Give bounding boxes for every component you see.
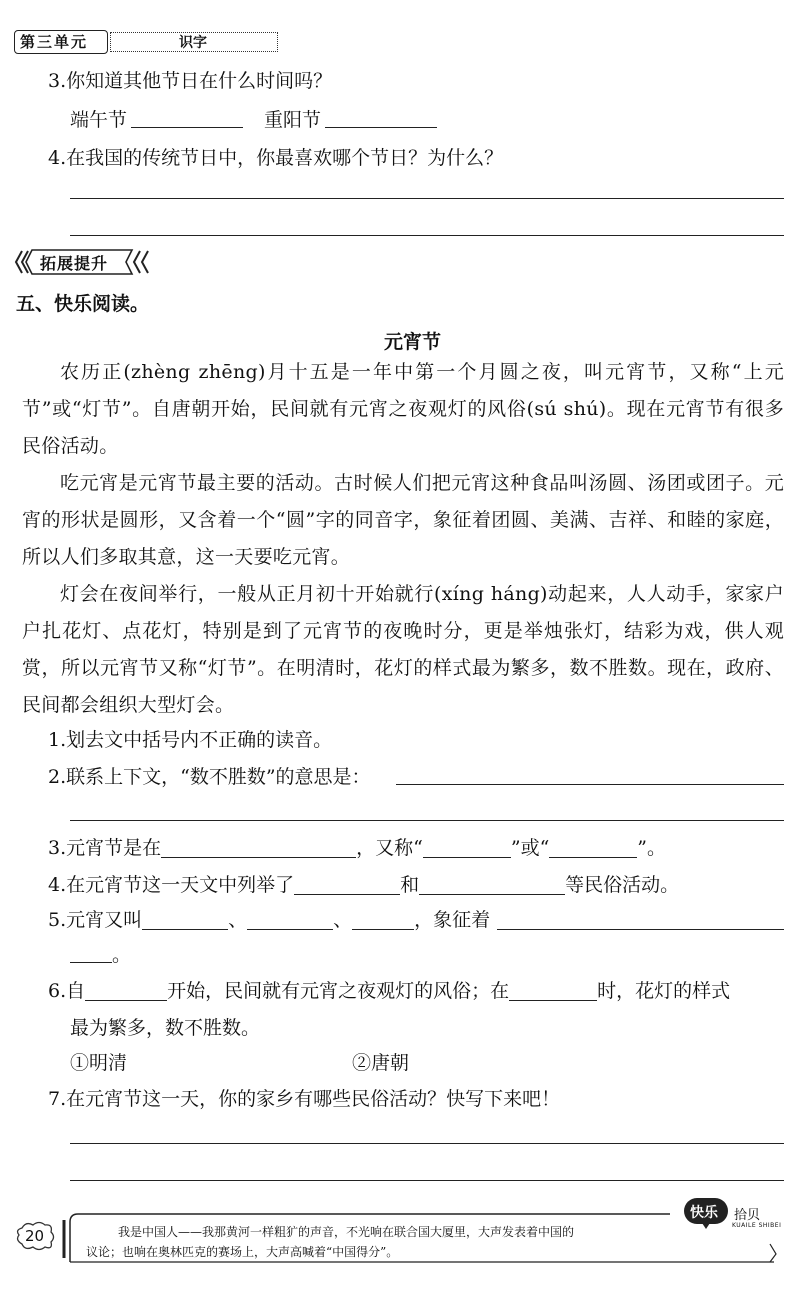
option-2[interactable]: ②唐朝 <box>352 1052 410 1074</box>
section-label: 识字 <box>179 35 207 51</box>
logo-main: 快乐 <box>690 1205 718 1221</box>
section-5-title: 五、快乐阅读。 <box>16 293 150 315</box>
q4-text-c: 等民俗活动。 <box>565 874 680 896</box>
q6-text-a: 6.自 <box>48 980 86 1002</box>
unit-label: 第三单元 <box>20 33 89 51</box>
article-paragraph-1: 农历正(zhèng zhēng)月十五是一年中第一个月圆之夜，叫元宵节，又称“上元节”或“灯节”。自唐朝开始，民间就有元宵之夜观灯的风俗(sú shú)。现在元宵节有很多民俗活动。 <box>22 361 784 457</box>
answer-line[interactable] <box>70 235 784 236</box>
q3-blank-name2[interactable] <box>549 837 637 858</box>
logo-sub: 拾贝 <box>734 1208 761 1223</box>
question-1: 1.划去文中括号内不正确的读音。 <box>48 729 333 751</box>
page-number: 20 <box>25 1227 45 1245</box>
answer-line[interactable] <box>70 1143 784 1144</box>
answer-line[interactable] <box>70 1180 784 1181</box>
q4-blank-1[interactable] <box>294 874 400 895</box>
q5-blank-5[interactable] <box>70 962 112 963</box>
happy-shell-logo <box>684 1196 794 1236</box>
q3-text-a: 3.元宵节是在 <box>48 837 162 859</box>
q3-text-c: ”或“ <box>510 837 550 859</box>
q3-blank-name1[interactable] <box>423 837 511 858</box>
answer-line[interactable] <box>70 820 784 821</box>
question-3 <box>48 833 666 860</box>
duanwu-label: 端午节 <box>70 109 128 131</box>
article-paragraph-3: 灯会在夜间举行，一般从正月初十开始就行(xíng háng)动起来，人人动手，家家户户扎花灯、点花灯，特别是到了元宵节的夜晚时分，更是举烛张灯，结彩为戏，供人观赏，所以元宵节又称“灯节”。在明清时，花灯的样式最为繁多，数不胜数。现在，政府、民间都会组织大型灯会。 <box>22 583 784 716</box>
q3-text-b: ，又称“ <box>356 837 423 859</box>
q5-blank-2[interactable] <box>247 909 333 930</box>
unit-header <box>14 30 278 54</box>
question-6 <box>48 976 730 1003</box>
answer-line[interactable] <box>70 198 784 199</box>
q5-text-a: 5.元宵又叫 <box>48 909 143 931</box>
q6-blank-2[interactable] <box>509 980 597 1001</box>
question-5 <box>48 905 490 932</box>
q6-text-d: 最为繁多，数不胜数。 <box>70 1017 261 1039</box>
chongyang-label: 重阳节 <box>264 109 322 131</box>
duanwu-answer-line[interactable] <box>131 127 243 128</box>
q3-text-d: ”。 <box>637 837 667 859</box>
article-title: 元宵节 <box>384 331 442 353</box>
q5-text-b: ，象征着 <box>414 909 491 931</box>
question-4-top: 4.在我国的传统节日中，你最喜欢哪个节日？为什么？ <box>48 147 504 169</box>
answer-line[interactable] <box>396 784 784 785</box>
quote-line-1: 我是中国人——我那黄河一样粗犷的声音，不光响在联合国大厦里，大声发表着中国的 <box>118 1225 575 1239</box>
article-paragraph-2: 吃元宵是元宵节最主要的活动。古时候人们把元宵这种食品叫汤圆、汤团或团子。元宵的形状是圆形，又含着一个“圆”字的同音字，象征着团圆、美满、吉祥、和睦的家庭，所以人们多取其意，这一天要吃元宵。 <box>22 472 784 568</box>
q4-text-b: 和 <box>400 874 420 896</box>
q6-blank-1[interactable] <box>85 980 167 1001</box>
q5-blank-3[interactable] <box>352 909 414 930</box>
q3-blank-date[interactable] <box>161 837 356 858</box>
chongyang-answer-line[interactable] <box>325 127 437 128</box>
logo-pinyin: KUAILE SHIBEI <box>732 1222 782 1229</box>
question-3-top: 3.你知道其他节日在什么时间吗？ <box>48 70 333 92</box>
q5-sep: 、 <box>333 909 353 931</box>
q5-end: 。 <box>112 944 132 966</box>
q4-blank-2[interactable] <box>419 874 565 895</box>
banner-label: 拓展提升 <box>40 254 109 273</box>
page-number-badge <box>14 1220 56 1252</box>
q4-text-a: 4.在元宵节这一天文中列举了 <box>48 874 295 896</box>
quote-line-2: 议论；也响在奥林匹克的赛场上，大声高喊着“中国得分”。 <box>86 1245 399 1259</box>
q5-blank-4[interactable] <box>497 929 784 930</box>
q6-text-b: 开始，民间就有元宵之夜观灯的风俗；在 <box>167 980 510 1002</box>
extension-banner <box>14 248 154 276</box>
option-1[interactable]: ①明清 <box>70 1052 128 1074</box>
q5-sep: 、 <box>228 909 248 931</box>
question-7: 7.在元宵节这一天，你的家乡有哪些民俗活动？快写下来吧！ <box>48 1088 561 1110</box>
q6-text-c: 时，花灯的样式 <box>597 980 731 1002</box>
question-2: 2.联系上下文，“数不胜数”的意思是： <box>48 766 371 788</box>
question-4 <box>48 870 679 897</box>
q5-blank-1[interactable] <box>142 909 228 930</box>
